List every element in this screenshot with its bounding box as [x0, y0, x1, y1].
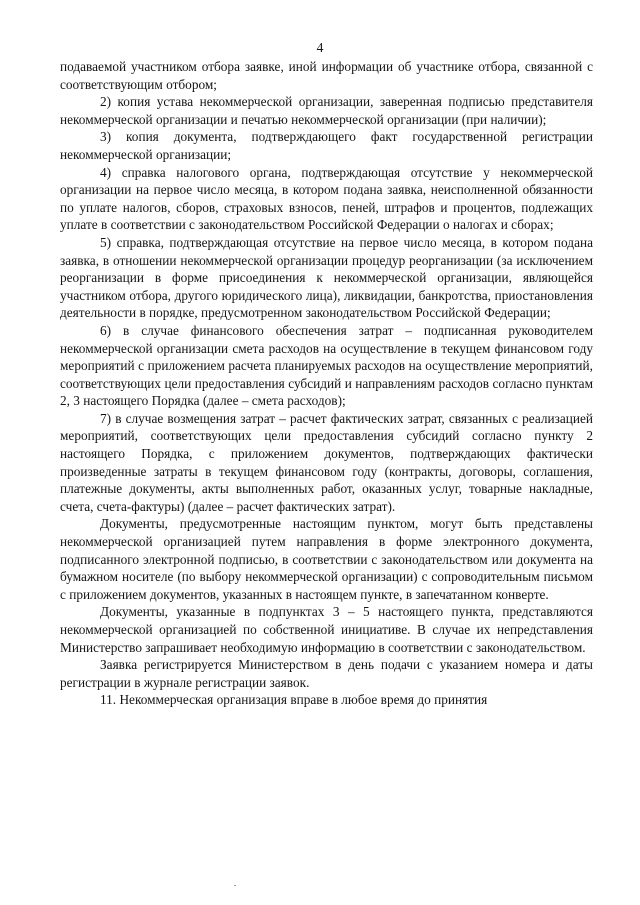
page-number: 4 [316, 40, 324, 55]
document-body [60, 58, 593, 709]
paragraph-submission-methods: Документы, предусмотренные настоящим пунктом, могут быть представлены некоммерческой организацией путем направления в форме электронного документа, подписанного электронной подписью, в соответствии с законодательством или документа на бумажном носителе (по выбору некоммерческой организации) с сопроводительным письмом с приложением документов, указанных в настоящем пункте, в запечатанном конверте. [60, 516, 593, 602]
paragraph-item-7: 7) в случае возмещения затрат – расчет фактических затрат, связанных с реализацией мероприятий, соответствующих цели предоставления субсидий согласно пункту 2 настоящего Порядка, с приложением документов, подтверждающих фактически произведенные затраты в текущем финансовом году (контракты, договоры, соглашения, платежные документы, акты выполненных работ, оказанных услуг, товарные накладные, счета, счета-фактуры) (далее – расчет фактических затрат). [60, 410, 593, 514]
scan-speck [234, 885, 236, 886]
paragraph-item-5: 5) справка, подтверждающая отсутствие на первое число месяца, в котором подана заявка, в отношении некоммерческой организации процедур реорганизации (за исключением реорганизации в форме присоединения к некоммерческой организации, являющейся участником отбора, другого юридического лица), ликвидации, банкротства, приостановления деятельности в порядке, предусмотренном законодательством Российской Федерации; [60, 234, 593, 321]
paragraph-registration: Заявка регистрируется Министерством в день подачи с указанием номера и даты регистрации в журнале регистрации заявок. [60, 657, 593, 690]
paragraph-item-6: 6) в случае финансового обеспечения затрат – подписанная руководителем некоммерческой организации смета расходов на осуществление в текущем финансовом году мероприятий с приложением расчета планируемых расходов на осуществление мероприятий, соответствующих цели предоставления субсидий и направлениям расходов согласно пунктам 2, 3 настоящего Порядка (далее – смета расходов); [60, 322, 593, 409]
paragraph-continuation: подаваемой участником отбора заявке, иной информации об участнике отбора, связанной с соответствующим отбором; [60, 59, 593, 92]
paragraph-optional-documents: Документы, указанные в подпунктах 3 – 5 настоящего пункта, представляются некоммерческой организацией по собственной инициативе. В случае их непредставления Министерство запрашивает необходимую информацию в соответствии с законодательством. [60, 604, 593, 655]
paragraph-item-2: 2) копия устава некоммерческой организации, заверенная подписью представителя некоммерческой организации и печатью некоммерческой организации (при наличии); [60, 94, 593, 127]
paragraph-item-11: 11. Некоммерческая организация вправе в любое время до принятия [100, 692, 488, 708]
paragraph-item-4: 4) справка налогового органа, подтверждающая отсутствие у некоммерческой организации на первое число месяца, в котором подана заявка, неисполненной обязанности по уплате налогов, сборов, страховых взносов, пеней, штрафов и процентов, подлежащих уплате в соответствии с законодательством Российской Федерации о налогах и сборах; [60, 164, 593, 233]
paragraph-item-3: 3) копия документа, подтверждающего факт государственной регистрации некоммерческой организации; [60, 129, 593, 162]
